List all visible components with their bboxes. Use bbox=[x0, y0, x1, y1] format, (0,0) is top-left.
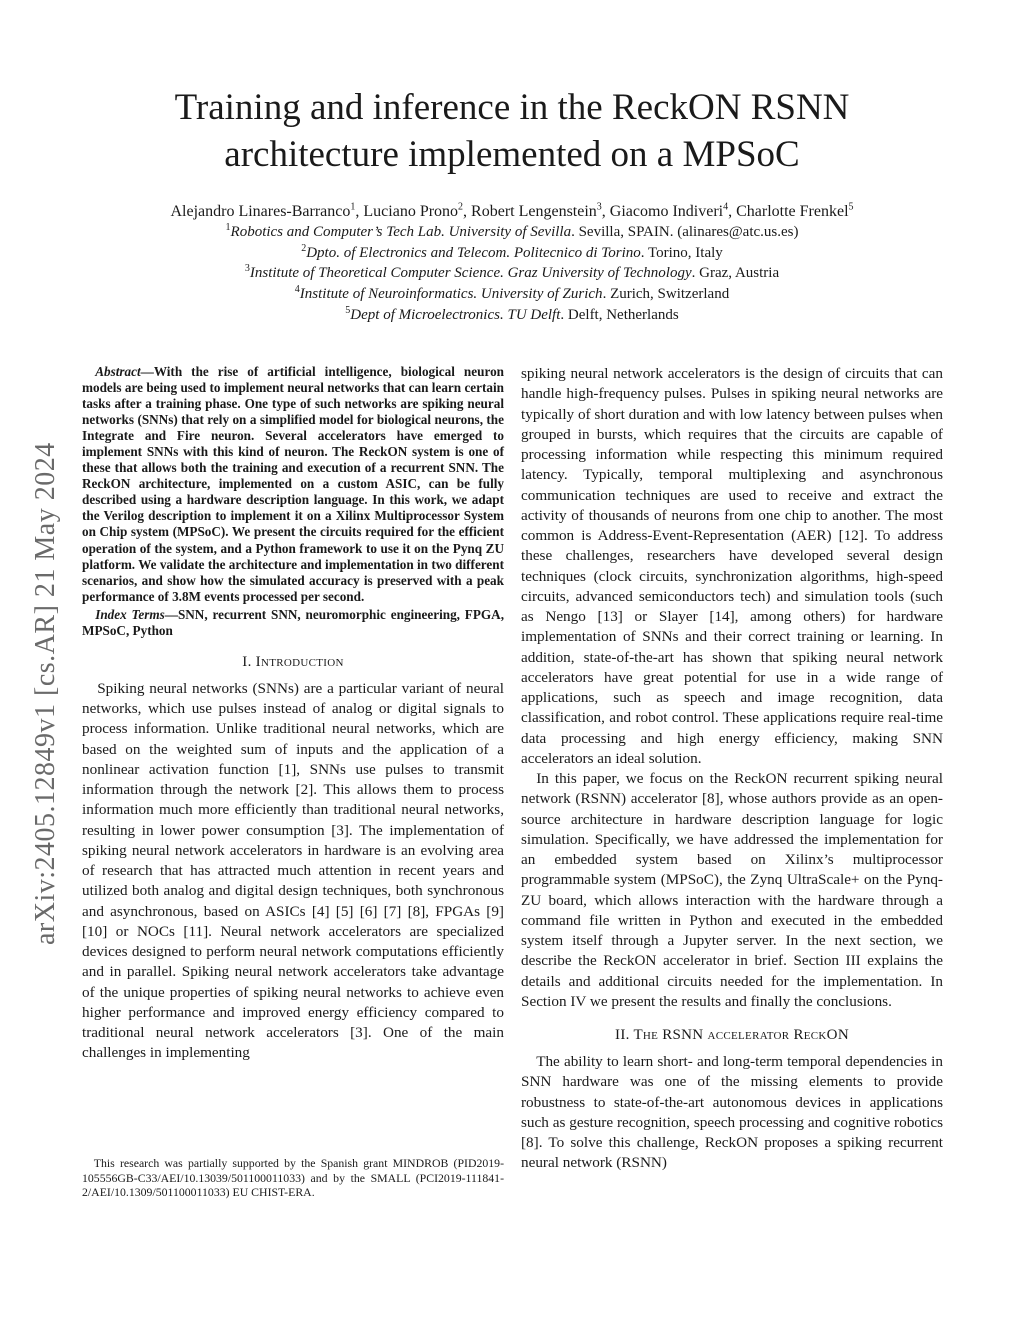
author: Charlotte Frenkel$^5$ bbox=[736, 201, 854, 220]
title-line-2: architecture implemented on a MPSoC bbox=[224, 134, 800, 175]
introduction-paragraph: Spiking neural networks (SNNs) are a particular variant of neural networks, which use pulses instead of analog or digital signals to process information. Unlike traditional neural networks, which are based on the weighted sum of inputs and the application of a nonlinear activation function [1], SNNs use pulses to transmit information through the network [2]. This allows them to process information much more efficiently than traditional neural networks, resulting in lower power consumption [3]. The implementation of spiking neural network accelerators in hardware is an evolving area of research that has attracted much attention in recent years and utilized both analog and digital design techniques, both synchronous and asynchronous, based on ASICs [4] [5] [6] [7] [8], FPGAs [9] [10] or NOCs [11]. Neural network accelerators are specialized devices designed to perform neural network computations efficiently and in parallel. Spiking neural network accelerators take advantage of the unique properties of spiking neural networks to achieve even higher performance and improved energy efficiency compared to traditional neural network accelerators [3]. One of the main challenges in implementing bbox=[82, 679, 504, 1062]
section-heading-introduction: I. Introduction bbox=[242, 653, 344, 670]
abstract bbox=[82, 364, 504, 605]
reckon-paragraph: The ability to learn short- and long-term temporal dependencies in SNN hardware was one of the missing elements to provide robustness to state-of-the-art autonomous devices in applications such as gesture recognition, speech processing and cognitive robotics [8]. To solve this challenge, ReckON proposes a spiking recurrent neural network (RSNN) bbox=[521, 1053, 943, 1172]
author: Luciano Prono$^2$, bbox=[363, 201, 472, 220]
affiliation: $^3$Institute of Theoretical Computer Science. Graz University of Technology. Graz, Austria bbox=[244, 263, 780, 282]
funding-footnote: This research was partially supported by the Spanish grant MINDROB (PID2019-105556GB-C33/AEI/10.13039/501100011033) and by the SMALL (PCI2019-111841-2/AEI/10.1309/501100011033) EU CHIST-ERA. bbox=[82, 1156, 504, 1199]
author-list bbox=[60, 201, 964, 222]
paper-title bbox=[60, 84, 964, 178]
abstract-label: Abstract bbox=[95, 364, 141, 379]
affiliation: $^4$Institute of Neuroinformatics. University of Zurich. Zurich, Switzerland bbox=[294, 284, 730, 303]
intro-focus-paragraph: In this paper, we focus on the ReckON recurrent spiking neural network (RSNN) accelerator [8], whose authors provide as an open-source architecture in hardware description language for logic simulation. Specifically, we have addressed the implementation for an embedded system based on Xilinx’s multiprocessor programmable system (MPSoC), the Zynq UltraScale+ on the Pynq-ZU board, which allows interaction with the hardware through a command file written in Python and executed in the embedded system itself through a Jupyter server. In the next section, we describe the ReckON accelerator in brief. Section III explains the details and additional circuits needed for the implementation. In Section IV we present the results and finally the conclusions. bbox=[521, 770, 943, 1010]
index-terms bbox=[82, 607, 504, 639]
title-line-1: Training and inference in the ReckON RSNN bbox=[174, 87, 850, 128]
intro-continued-paragraph: spiking neural network accelerators is the design of circuits that can handle high-frequency pulses. Pulses in spiking neural networks are typically of short duration and with low latency between pulses when grouped in bursts, which requires that the circuits are capable of processing information while respecting this minimum required latency. Typically, temporal multiplexing and asynchronous communication techniques are used to receive and extract the activity of thousands of neurons from one chip to another. The most common is Address-Event-Representation (AER) [12]. To address these challenges, researchers have developed several design techniques (clock circuits, synchronization algorithms, high-speed circuits, advanced semiconductors tech) and simulation tools (such as Nengo [13] or Slayer [14], among others) for hardware implementation of SNNs and their correct training or learning. In addition, state-of-the-art has shown that spiking neural network accelerators have great potential for use in a wide range of applications, such as speech and image recognition, data classification, and robot control. These applications require real-time data processing and high energy efficiency, making SNN accelerators an ideal solution. bbox=[521, 365, 943, 767]
index-terms-label: Index Terms bbox=[95, 606, 165, 622]
author: Alejandro Linares-Barranco$^1$, bbox=[170, 201, 364, 220]
arxiv-identifier: arXiv:2405.12849v1 [cs.AR] 21 May 2024 bbox=[30, 442, 61, 945]
affiliation: $^5$Dept of Microelectronics. TU Delft. Delft, Netherlands bbox=[345, 304, 679, 323]
affiliation-list bbox=[60, 222, 964, 326]
author: Giacomo Indiveri$^4$, bbox=[609, 201, 737, 220]
affiliation: $^1$Robotics and Computer’s Tech Lab. University of Sevilla. Sevilla, SPAIN. (alinares@atc.us.es) bbox=[225, 222, 799, 240]
right-column bbox=[521, 364, 943, 1174]
left-column bbox=[82, 364, 504, 1064]
section-heading-reckon: II. The RSNN accelerator ReckON bbox=[615, 1027, 849, 1043]
affiliation: $^2$Dpto. of Electronics and Telecom. Politecnico di Torino. Torino, Italy bbox=[301, 242, 723, 261]
author: Robert Lengenstein$^3$, bbox=[471, 201, 610, 220]
abstract-text: —With the rise of artificial intelligence, biological neuron models are being used to implement neural networks that can learn certain tasks after a training phase. One type of such networks are spiking neural networks (SNNs) that rely on a simplified model for biological neurons, the Integrate and Fire neuron. Several accelerators have emerged to implement SNNs with this kind of neuron. The ReckON system is one of these that allows both the training and execution of a recurrent SNN. The ReckON architecture, implemented on a custom ASIC, can be fully described using a hardware description language. In this work, we adapt the Verilog description to implement it on a Xilinx Multiprocessor System on Chip system (MPSoC). We present the circuits required for the efficient operation of the system, and a Python framework to use it on the Pynq ZU platform. We validate the architecture and implementation in two different scenarios, and show how the simulated accuracy is preserved with a peak performance of 3.8M events processed per second. bbox=[82, 364, 504, 604]
index-terms-text: —SNN, recurrent SNN, neuromorphic engineering, FPGA, MPSoC, Python bbox=[82, 606, 504, 638]
